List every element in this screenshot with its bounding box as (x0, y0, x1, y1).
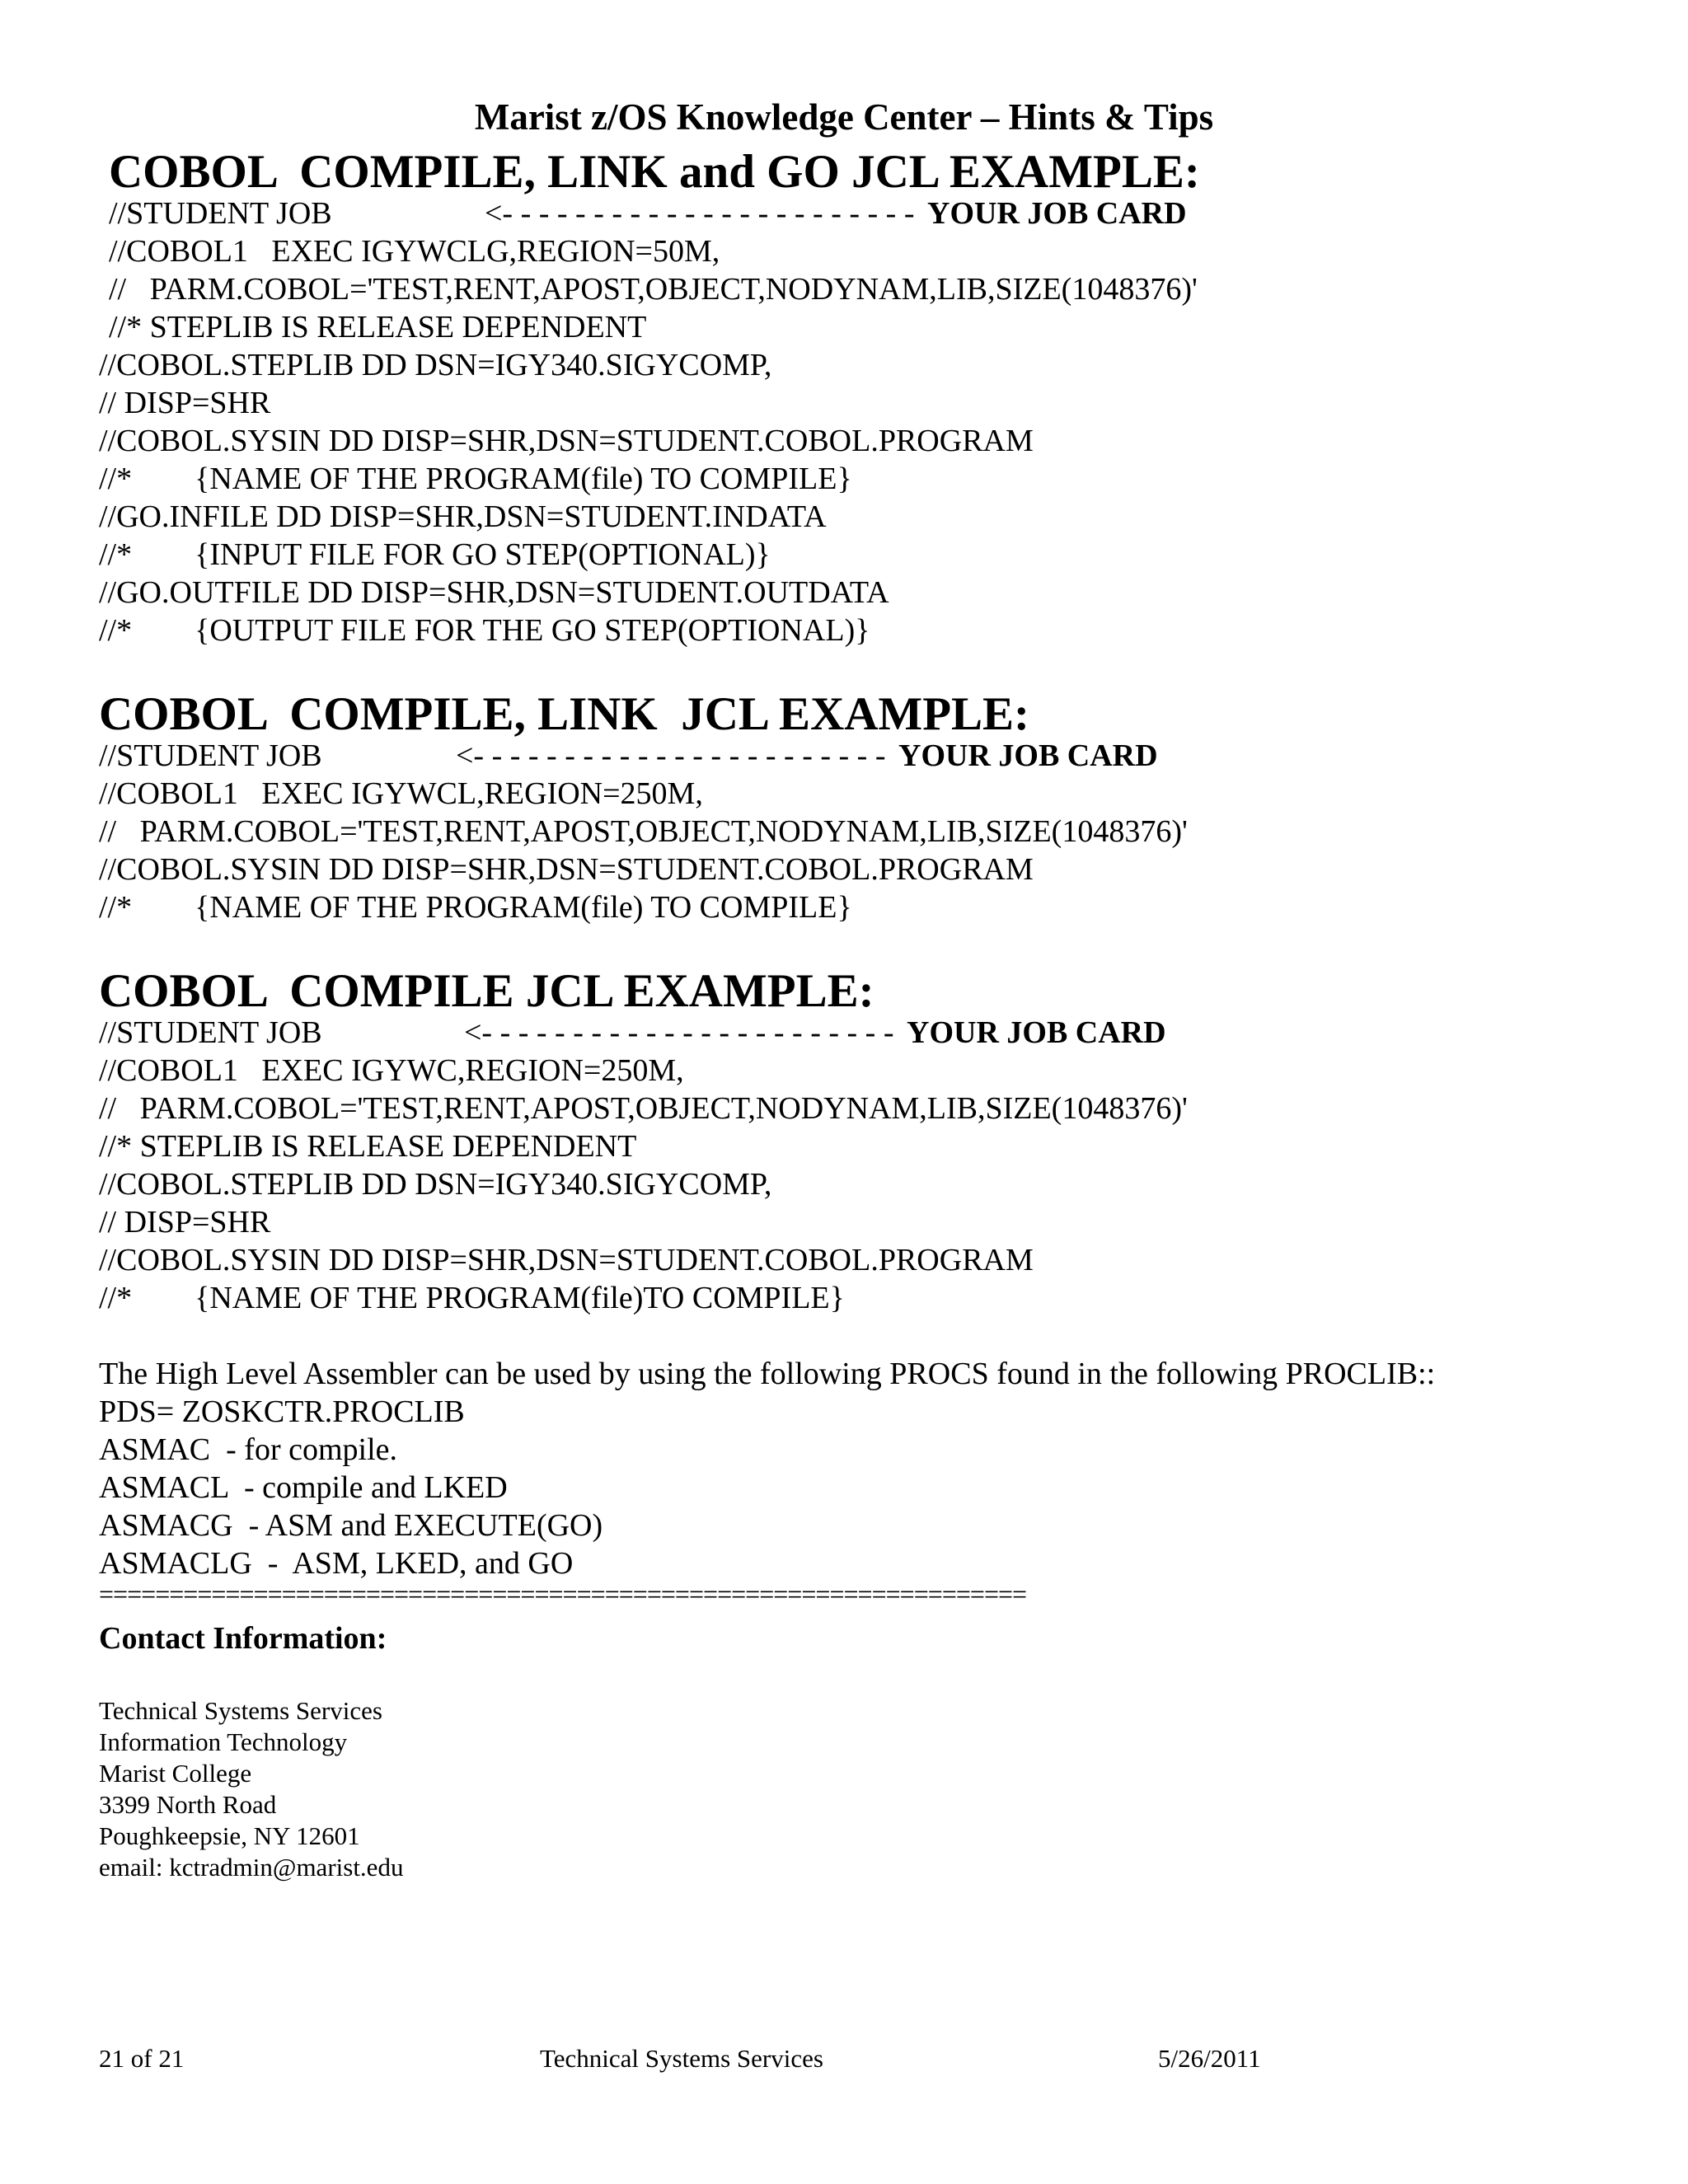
jcl-line: // DISP=SHR (99, 386, 271, 420)
assembler-line: ASMACLG - ASM, LKED, and GO (99, 1546, 574, 1581)
jcl-line: // DISP=SHR (99, 1205, 271, 1240)
jcl-line: //* STEPLIB IS RELEASE DEPENDENT (109, 310, 647, 344)
job-card-arrow: <- - - - - - - - - - - - - - - - - - - - - - - (485, 196, 915, 231)
jcl-line: //COBOL.SYSIN DD DISP=SHR,DSN=STUDENT.COBOL.PROGRAM (99, 852, 1034, 887)
job-card-left: //STUDENT JOB (99, 738, 322, 773)
job-card-arrow: <- - - - - - - - - - - - - - - - - - - - - - - (456, 738, 886, 773)
assembler-intro: The High Level Assembler can be used by using the following PROCS found in the following PROCLIB:: (99, 1357, 1436, 1391)
contact-title: Contact Information: (99, 1621, 387, 1656)
section-heading: COBOL COMPILE, LINK JCL EXAMPLE: (99, 688, 1030, 740)
jcl-line: //* {OUTPUT FILE FOR THE GO STEP(OPTIONAL)} (99, 613, 870, 648)
section-heading: COBOL COMPILE, LINK and GO JCL EXAMPLE: (109, 146, 1200, 198)
jcl-line: //* {INPUT FILE FOR GO STEP(OPTIONAL)} (99, 537, 771, 572)
assembler-line: ASMAC - for compile. (99, 1432, 398, 1467)
contact-line: Technical Systems Services (99, 1696, 382, 1725)
jcl-line: // PARM.COBOL='TEST,RENT,APOST,OBJECT,NODYNAM,LIB,SIZE(1048376)' (99, 814, 1188, 849)
assembler-line: ASMACG - ASM and EXECUTE(GO) (99, 1508, 603, 1543)
job-card-label: YOUR JOB CARD (907, 1015, 1166, 1050)
jcl-line: //COBOL.SYSIN DD DISP=SHR,DSN=STUDENT.COBOL.PROGRAM (99, 1243, 1034, 1277)
jcl-line: //GO.OUTFILE DD DISP=SHR,DSN=STUDENT.OUTDATA (99, 575, 889, 610)
separator-line: ================================================================== (99, 1579, 1027, 1609)
footer-center-text: Technical Systems Services (540, 2044, 823, 2073)
jcl-line: //* {NAME OF THE PROGRAM(file) TO COMPILE} (99, 462, 852, 496)
jcl-line: // PARM.COBOL='TEST,RENT,APOST,OBJECT,NODYNAM,LIB,SIZE(1048376)' (109, 272, 1198, 307)
jcl-line: //* {NAME OF THE PROGRAM(file) TO COMPILE} (99, 890, 852, 925)
jcl-line: //COBOL1 EXEC IGYWCL,REGION=250M, (99, 776, 703, 811)
job-card-label: YOUR JOB CARD (927, 196, 1187, 231)
job-card-label: YOUR JOB CARD (898, 738, 1158, 773)
contact-line: Poughkeepsie, NY 12601 (99, 1821, 360, 1850)
jcl-line: //COBOL1 EXEC IGYWCLG,REGION=50M, (109, 234, 720, 269)
job-card-left: //STUDENT JOB (109, 196, 332, 231)
job-card-left: //STUDENT JOB (99, 1015, 322, 1050)
assembler-line: PDS= ZOSKCTR.PROCLIB (99, 1394, 465, 1429)
page-header-title: Marist z/OS Knowledge Center – Hints & Tips (474, 96, 1214, 138)
footer-date: 5/26/2011 (1158, 2044, 1261, 2073)
footer-page-number: 21 of 21 (99, 2044, 185, 2073)
contact-line: 3399 North Road (99, 1790, 277, 1819)
jcl-line: //* STEPLIB IS RELEASE DEPENDENT (99, 1129, 637, 1164)
contact-email: email: kctradmin@marist.edu (99, 1853, 404, 1882)
jcl-line: // PARM.COBOL='TEST,RENT,APOST,OBJECT,NODYNAM,LIB,SIZE(1048376)' (99, 1091, 1188, 1126)
jcl-line: //COBOL.STEPLIB DD DSN=IGY340.SIGYCOMP, (99, 1167, 772, 1202)
section-heading: COBOL COMPILE JCL EXAMPLE: (99, 965, 874, 1017)
jcl-line: //* {NAME OF THE PROGRAM(file)TO COMPILE} (99, 1281, 845, 1315)
jcl-line: //GO.INFILE DD DISP=SHR,DSN=STUDENT.INDATA (99, 499, 827, 534)
jcl-line: //COBOL1 EXEC IGYWC,REGION=250M, (99, 1053, 684, 1088)
job-card-arrow: <- - - - - - - - - - - - - - - - - - - - - - - (464, 1015, 894, 1050)
jcl-line: //COBOL.SYSIN DD DISP=SHR,DSN=STUDENT.COBOL.PROGRAM (99, 424, 1034, 458)
contact-line: Information Technology (99, 1727, 348, 1756)
contact-line: Marist College (99, 1759, 252, 1788)
assembler-line: ASMACL - compile and LKED (99, 1470, 508, 1505)
jcl-line: //COBOL.STEPLIB DD DSN=IGY340.SIGYCOMP, (99, 348, 772, 382)
